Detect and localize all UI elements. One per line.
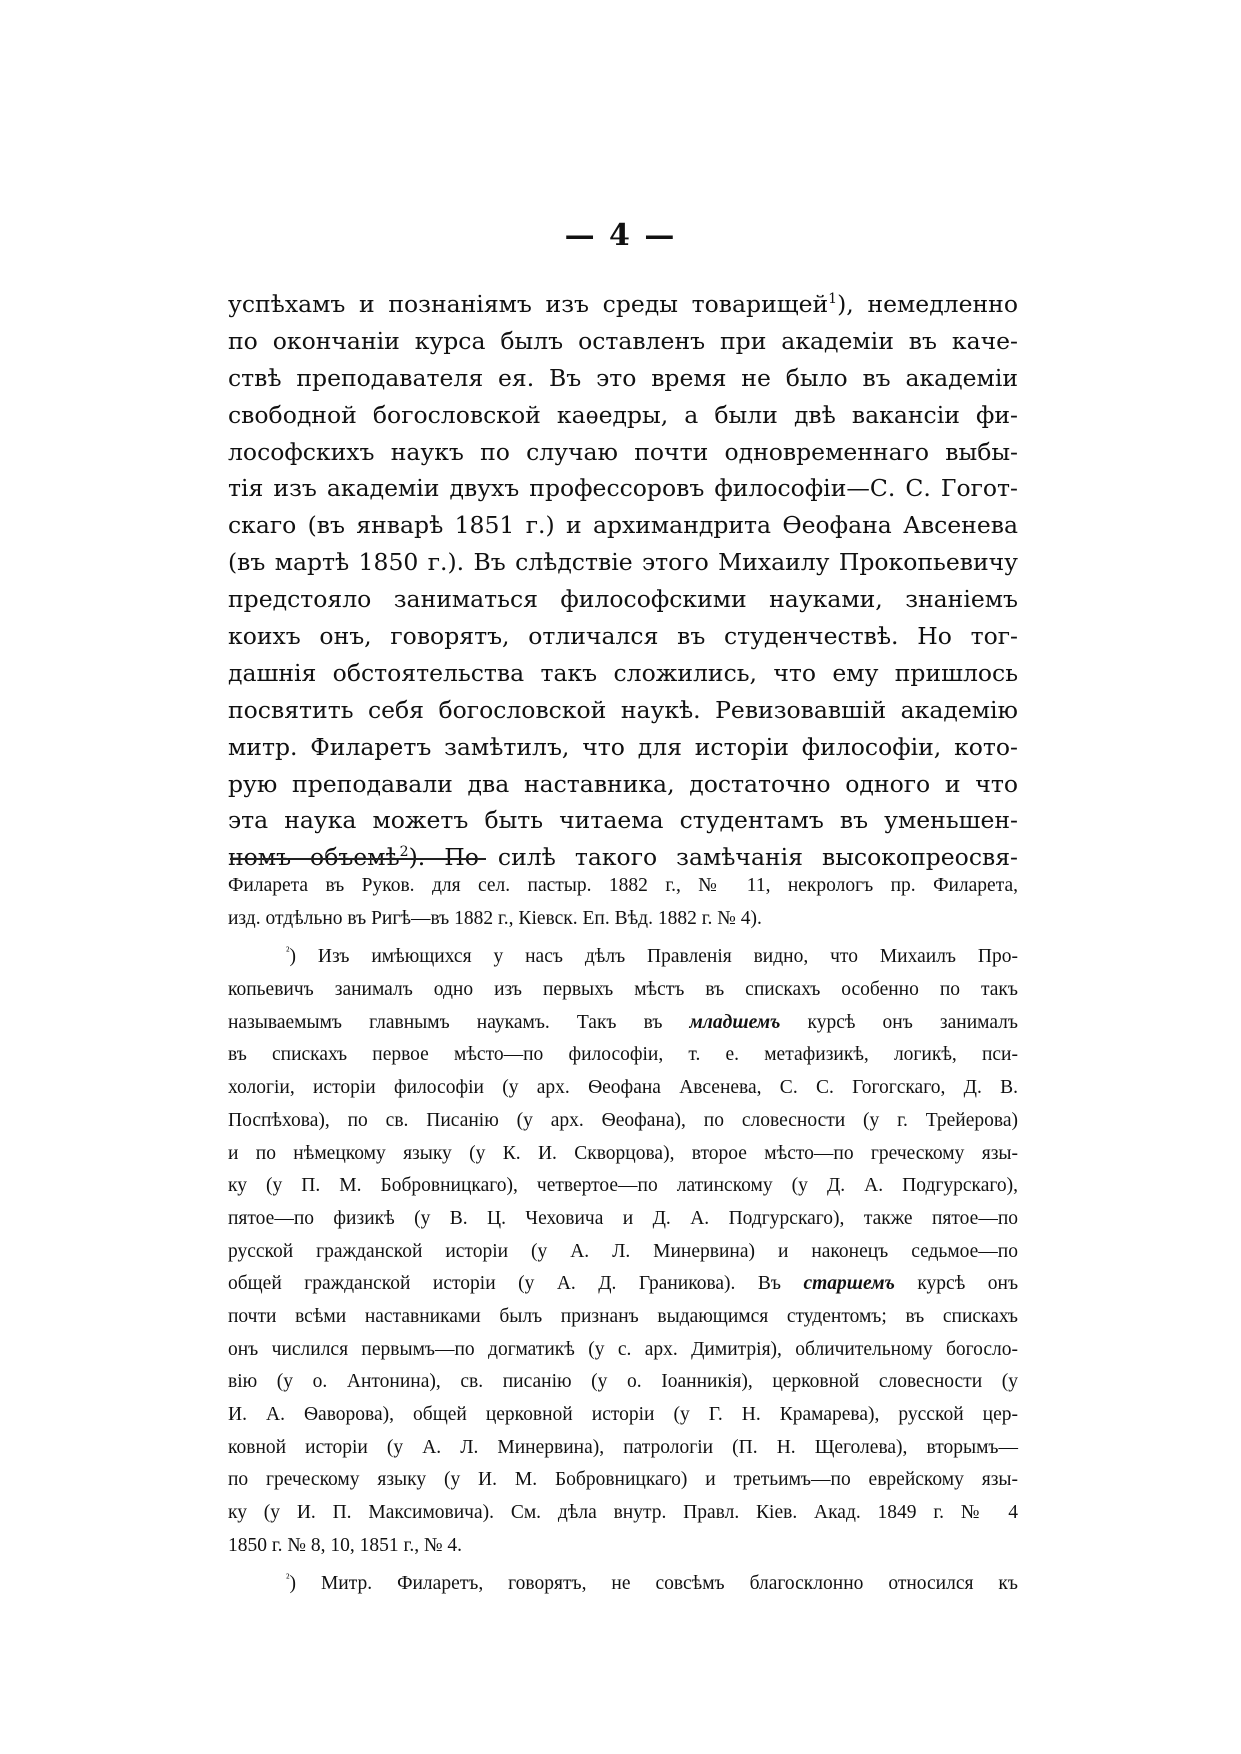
footnote-line: 1850 г. № 8, 10, 1851 г., № 4.: [228, 1534, 463, 1556]
text-line: лософскихъ наукъ по случаю почти одновременнаго выбы-: [228, 437, 1018, 466]
footnote-line: Филарета въ Руков. для сел. пастыр. 1882 г., № 11, некрологъ пр. Филарета,: [228, 875, 1018, 896]
footnote-line: $^{^2}$) Митр. Филаретъ, говорятъ, не совсѣмъ благосклонно относился къ: [286, 1571, 1018, 1595]
footnote-line: ку (у И. П. Максимовича). См. дѣла внутр. Правл. Кіев. Акад. 1849 г. № 4: [228, 1502, 1018, 1524]
footnote-line: онъ числился первымъ—по догматикѣ (у с. арх. Димитрія), обличительному богосло-: [228, 1338, 1018, 1360]
footnote-line: называемымъ главнымъ наукамъ. Такъ въ младшемъ курсѣ онъ занималъ: [228, 1011, 1018, 1033]
footnote-line: ковной исторіи (у А. Л. Минервина), патрологіи (П. Н. Щеголева), вторымъ—: [228, 1436, 1018, 1458]
footnote-marker: ²: [286, 944, 290, 958]
footnote-line: изд. отдѣльно въ Ригѣ—въ 1882 г., Кіевск. Еп. Вѣд. 1882 г. № 4).: [228, 907, 762, 929]
text-line: посвятить себя богословской наукѣ. Ревизовавшій академію: [228, 695, 1018, 724]
text-line: свободной богословской каѳедры, а были двѣ вакансіи фи-: [228, 400, 1018, 429]
footnotes: [228, 870, 1018, 1601]
footnote-line: русской гражданской исторіи (у А. Л. Минервина) и наконецъ седьмое—по: [228, 1240, 1018, 1262]
footnote-line: $^{^2}$) Изъ имѣющихся у насъ дѣлъ Правленія видно, что Михаилъ Про-: [286, 944, 1018, 968]
emphasis-text: старшемъ: [803, 1273, 895, 1295]
text-line: успѣхамъ и познаніямъ изъ среды товарищей$^1$), немедленно: [228, 290, 1018, 318]
text-line: дашнія обстоятельства такъ сложились, что ему пришлось: [228, 658, 1018, 687]
footnote-line: хологіи, исторіи философіи (у арх. Ѳеофана Авсенева, С. С. Гогогскаго, Д. В.: [228, 1077, 1018, 1099]
text-line: митр. Филаретъ замѣтилъ, что для исторіи философіи, кото-: [228, 732, 1018, 761]
text-line: рую преподавали два наставника, достаточно одного и что: [228, 769, 1018, 798]
footnote-line: въ спискахъ первое мѣсто—по философіи, т. е. метафизикѣ, логикѣ, пси-: [228, 1044, 1018, 1066]
footnote-ref: 1: [828, 291, 838, 308]
footnote-line: Поспѣхова), по св. Писанію (у арх. Ѳеофана), по словесности (у г. Трейерова): [228, 1109, 1018, 1131]
footnote-line: почти всѣми наставниками былъ признанъ выдающимся студентомъ; въ спискахъ: [228, 1305, 1018, 1327]
footnote-line: вію (у о. Антонина), св. писанію (у о. Іоанникія), церковной словесности (у: [228, 1371, 1018, 1393]
text-line: номъ объемѣ$^2$). По силѣ такого замѣчанія высокопреосвя-: [228, 843, 1018, 872]
footnote-divider: [230, 858, 486, 860]
footnote-line: пятое—по физикѣ (у В. Ц. Чеховича и Д. А. Подгурскаго), также пятое—по: [228, 1207, 1018, 1229]
footnote-line: и по нѣмецкому языку (у К. И. Скворцова), второе мѣсто—по греческому язы-: [228, 1142, 1018, 1164]
main-text: [228, 286, 1018, 876]
footnote-marker: ²: [286, 1571, 290, 1585]
footnote-line: общей гражданской исторіи (у А. Д. Граникова). Въ старшемъ курсѣ онъ: [228, 1273, 1019, 1295]
text-line: (въ мартѣ 1850 г.). Въ слѣдствіе этого Михаилу Прокопьевичу: [228, 548, 1018, 577]
text-line: коихъ онъ, говорятъ, отличался въ студенчествѣ. Но тог-: [228, 622, 1018, 651]
text-line: ствѣ преподавателя ея. Въ это время не было въ академіи: [228, 363, 1018, 392]
text-line: эта наука можетъ быть читаема студентамъ въ уменьшен-: [228, 806, 1018, 835]
emphasis-text: младшемъ: [689, 1011, 781, 1033]
footnote-ref: 2: [399, 844, 409, 861]
text-line: предстояло заниматься философскими науками, знаніемъ: [228, 585, 1018, 614]
footnote-line: по греческому языку (у И. М. Бобровницкаго) и третьимъ—по еврейскому язы-: [228, 1469, 1018, 1491]
footnote-line: копьевичъ занималъ одно изъ первыхъ мѣстъ въ спискахъ особенно по такъ: [228, 979, 1018, 1001]
text-line: скаго (въ январѣ 1851 г.) и архимандрита Ѳеофана Авсенева: [228, 511, 1018, 540]
footnote-line: ку (у П. М. Бобровницкаго), четвертое—по латинскому (у Д. А. Подгурскаго),: [228, 1175, 1018, 1197]
footnote-line: И. А. Ѳаворова), общей церковной исторіи (у Г. Н. Крамарева), русской цер-: [228, 1404, 1018, 1425]
text-line: тія изъ академіи двухъ профессоровъ философіи—С. С. Гогот-: [228, 474, 1018, 503]
text-line: по окончаніи курса былъ оставленъ при академіи въ каче-: [228, 326, 1018, 355]
page-number: — 4 —: [564, 218, 677, 253]
